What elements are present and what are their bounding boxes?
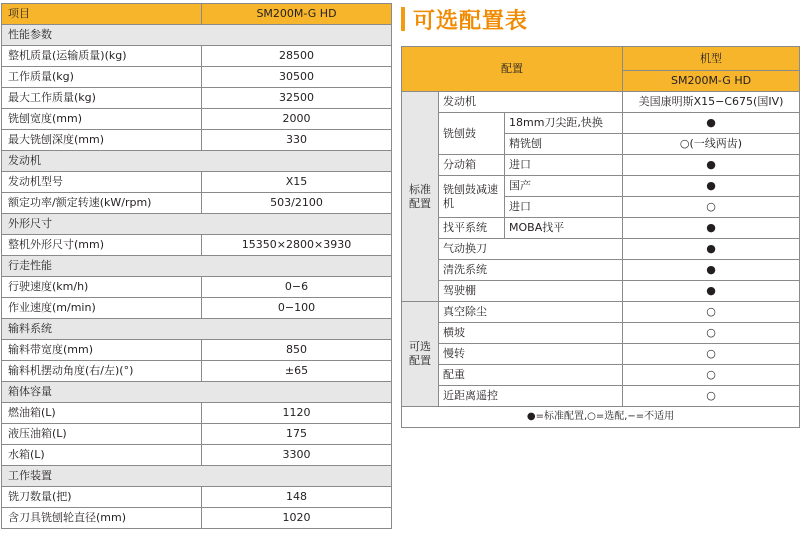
section-title: 外形尺寸 (2, 214, 392, 235)
spec-value: 30500 (202, 67, 392, 88)
drum-option-1: 18mm刀尖距,快换 (505, 113, 623, 134)
spec-value: 3300 (202, 445, 392, 466)
spec-row (2, 109, 392, 130)
spec-value: 0−100 (202, 298, 392, 319)
optional-item-label: 配重 (439, 365, 623, 386)
section-header-row (2, 25, 392, 46)
spec-row (2, 88, 392, 109)
splitter-label: 分动箱 (439, 155, 505, 176)
section-header-row (2, 214, 392, 235)
spec-label: 作业速度(m/min) (2, 298, 202, 319)
std-item-label: 气动换刀 (439, 239, 623, 260)
section-header-row (2, 466, 392, 487)
item-header: 项目 (2, 4, 202, 25)
model-header: SM200M-G HD (202, 4, 392, 25)
spec-value: 15350×2800×3930 (202, 235, 392, 256)
spec-value: 850 (202, 340, 392, 361)
spec-row (2, 403, 392, 424)
spec-value: 175 (202, 424, 392, 445)
title-accent-bar (401, 7, 405, 31)
spec-row (2, 235, 392, 256)
spec-label: 燃油箱(L) (2, 403, 202, 424)
section-header-row (2, 256, 392, 277)
spec-value: 148 (202, 487, 392, 508)
section-title: 箱体容量 (2, 382, 392, 403)
spec-header-row (2, 4, 392, 25)
spec-table (1, 3, 392, 529)
section-title: 输料系统 (2, 319, 392, 340)
section-header-row (2, 151, 392, 172)
std-item-value: ● (623, 260, 800, 281)
spec-label: 工作质量(kg) (2, 67, 202, 88)
spec-label: 铣刨宽度(mm) (2, 109, 202, 130)
section-title: 性能参数 (2, 25, 392, 46)
std-item-label: 清洗系统 (439, 260, 623, 281)
spec-row (2, 172, 392, 193)
optional-item-value: ○ (623, 323, 800, 344)
optional-item-value: ○ (623, 302, 800, 323)
spec-value: 503/2100 (202, 193, 392, 214)
spec-row (2, 424, 392, 445)
std-item-value: ● (623, 239, 800, 260)
reducer-label: 铣刨鼓减速机 (439, 176, 505, 218)
spec-label: 整机质量(运输质量)(kg) (2, 46, 202, 67)
spec-label: 含刀具铣刨轮直径(mm) (2, 508, 202, 529)
spec-label: 额定功率/额定转速(kW/rpm) (2, 193, 202, 214)
spec-label: 铣刀数量(把) (2, 487, 202, 508)
spec-label: 输料机摆动角度(右/左)(°) (2, 361, 202, 382)
spec-label: 水箱(L) (2, 445, 202, 466)
reducer-value-1: ● (623, 176, 800, 197)
spec-row (2, 445, 392, 466)
spec-row (2, 193, 392, 214)
std-item-label: 驾驶棚 (439, 281, 623, 302)
spec-value: 32500 (202, 88, 392, 109)
spec-label: 发动机型号 (2, 172, 202, 193)
config-title (401, 4, 528, 34)
spec-label: 输料带宽度(mm) (2, 340, 202, 361)
splitter-option: 进口 (505, 155, 623, 176)
spec-row (2, 508, 392, 529)
spec-value: X15 (202, 172, 392, 193)
spec-value: 1020 (202, 508, 392, 529)
spec-row (2, 277, 392, 298)
leveling-label: 找平系统 (439, 218, 505, 239)
config-header: 配置 (402, 47, 623, 92)
drum-option-2: 精铣刨 (505, 134, 623, 155)
spec-row (2, 298, 392, 319)
standard-config-label: 标准配置 (402, 92, 439, 302)
optional-item-label: 近距离遥控 (439, 386, 623, 407)
spec-value: 0−6 (202, 277, 392, 298)
spec-label: 最大铣刨深度(mm) (2, 130, 202, 151)
config-table (401, 46, 800, 428)
spec-row (2, 46, 392, 67)
spec-row (2, 361, 392, 382)
std-item-value: ● (623, 281, 800, 302)
engine-value: 美国康明斯X15−C675(国IV) (623, 92, 800, 113)
section-header-row (2, 319, 392, 340)
optional-item-label: 真空除尘 (439, 302, 623, 323)
spec-value: ±65 (202, 361, 392, 382)
spec-label: 整机外形尺寸(mm) (2, 235, 202, 256)
machine-type-header: 机型 (623, 47, 800, 71)
model-header: SM200M-G HD (623, 71, 800, 92)
spec-row (2, 487, 392, 508)
reducer-option-2: 进口 (505, 197, 623, 218)
spec-label: 最大工作质量(kg) (2, 88, 202, 109)
spec-value: 2000 (202, 109, 392, 130)
drum-value-1: ● (623, 113, 800, 134)
spec-row (2, 67, 392, 88)
leveling-option: MOBA找平 (505, 218, 623, 239)
section-header-row (2, 382, 392, 403)
config-title-text: 可选配置表 (413, 8, 529, 34)
reducer-option-1: 国产 (505, 176, 623, 197)
optional-item-value: ○ (623, 386, 800, 407)
drum-label: 铣刨鼓 (439, 113, 505, 155)
reducer-value-2: ○ (623, 197, 800, 218)
section-title: 发动机 (2, 151, 392, 172)
optional-config-label: 可选配置 (402, 302, 439, 407)
spec-value: 28500 (202, 46, 392, 67)
leveling-value: ● (623, 218, 800, 239)
section-title: 工作装置 (2, 466, 392, 487)
optional-item-label: 慢转 (439, 344, 623, 365)
spec-label: 行驶速度(km/h) (2, 277, 202, 298)
drum-value-2: ○(一线两齿) (623, 134, 800, 155)
engine-label: 发动机 (439, 92, 623, 113)
spec-row (2, 340, 392, 361)
optional-item-value: ○ (623, 344, 800, 365)
spec-value: 1120 (202, 403, 392, 424)
spec-value: 330 (202, 130, 392, 151)
optional-item-label: 横坡 (439, 323, 623, 344)
section-title: 行走性能 (2, 256, 392, 277)
splitter-value: ● (623, 155, 800, 176)
legend: ●=标准配置,○=选配,−=不适用 (402, 407, 800, 428)
spec-label: 液压油箱(L) (2, 424, 202, 445)
optional-item-value: ○ (623, 365, 800, 386)
spec-row (2, 130, 392, 151)
